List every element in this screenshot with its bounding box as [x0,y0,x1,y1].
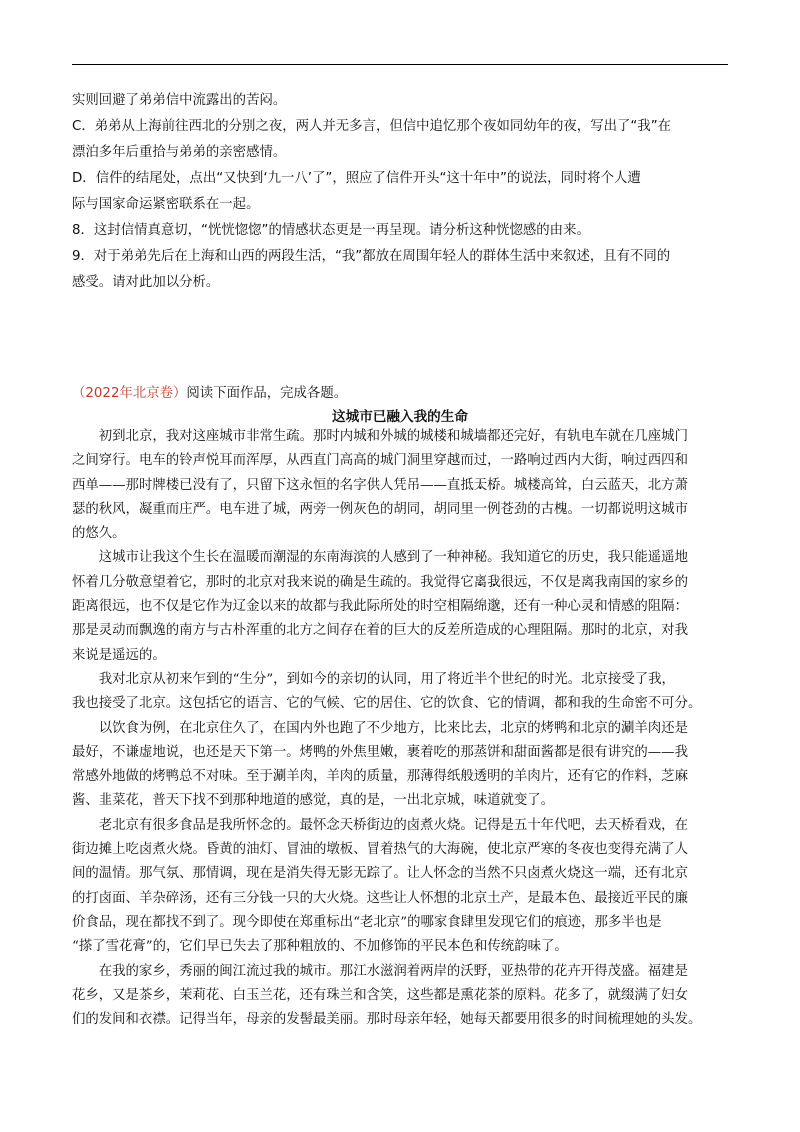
question-block [72,88,732,296]
essay-text: 的悠久。 [72,526,126,542]
question-line: 漂泊多年后重拾与弟弟的亲密感情。 [72,145,287,160]
question-line: 9．对于弟弟先后在上海和山西的两段生活，“我”都放在周围年轻人的群体生活中来叙述，且有不同的 [72,249,671,264]
essay-text: 最好，不谦虚地说，也还是天下第一。烤鸭的外焦里嫩，裹着吃的那蒸饼和甜面酱都是很有讲究的——我 [72,744,688,760]
essay-line [72,619,732,643]
essay-text: ，还有一种心灵和情感的阻隔： [500,599,688,615]
essay-line [72,838,732,862]
emphasis-char: 邈 [487,599,501,615]
essay-text: 怀着几分敬意望着它，那时的北京对我来说的确是生疏的。我觉得它离我很远，不仅是离我南国的家乡的 [72,574,688,590]
essay-line [72,935,732,959]
essay-title: 这城市已融入我的生命 [332,409,468,425]
essay-line [72,717,732,741]
essay-text: 苍劲的古槐。一切都说明这城市 [500,501,688,517]
essay-line [72,522,732,546]
essay-text: 花乡，又是茶乡，茉莉花、白玉兰花，还有珠兰和含笑，这些都是熏花茶的原料。花多了，就缀满了妇女 [72,987,688,1003]
essay-text: 在我的家乡，秀丽的闽江流过我的城市。那江水滋润着两岸的沃野，亚热带的花卉开得茂盛。福建是 [72,963,688,979]
essay-line [72,765,732,789]
essay-text: 初到北京，我对这座城市非常生疏。那时内城和外城的城楼和城墙都还完好，有轨电车就在几座城门 [72,429,688,444]
essay-text: 距离很远，也不仅是它作为辽金以来的故都与我此际所处的时空相隔 [72,599,474,615]
question-line: 实则回避了弟弟信中流露出的苦闷。 [72,93,287,108]
question-line: 际与国家命运紧密联系在一起。 [72,197,260,212]
essay-line [72,425,732,449]
question-line: 感受。请对此加以分析。 [72,275,220,290]
emphasis-char: 绵 [473,599,488,615]
essay-text: 价食品，现在都找不到了。现今即使在郑重标出“老北京”的哪家食肆里发现它们的痕迹，那多半也是 [72,914,662,930]
essay-line [72,498,732,522]
essay-text: 来说是遥远的。 [72,647,166,663]
essay-line [72,668,732,692]
essay-text: 的打卤面、羊杂碎汤，还有三分钱一只的大火烧。这些让人怀想的北京土产，是最本色、最接近平民的廉 [72,890,688,906]
essay-text: 老北京有很多食品是我所怀念的。最怀念天桥街边的卤煮火烧。记得是五十年代吧，去天桥看戏，在 [72,817,688,833]
essay-line [72,887,732,911]
header-rule [72,64,728,65]
essay-line [72,1008,732,1032]
essay-body [72,425,732,1032]
question-line: 8．这封信情真意切，“恍恍惚惚”的情感状态更是一再呈现。请分析这种恍惚感的由来。 [72,223,590,238]
essay-line [72,449,732,473]
essay-line [72,741,732,765]
source-line [72,382,347,401]
essay-text: 以饮食为例，在北京住久了，在国内外也跑了不少地方，比来比去，北京的烤鸭和北京的涮羊肉还是 [72,720,688,736]
essay-text: 常感外地做的烤鸭总不对味。至于涮羊肉，羊肉的质量，那薄得纸般透明的羊肉片，还有它的作料，芝麻 [72,769,688,785]
essay-text: 之间穿行。电车的铃声悦耳而浑厚，从西直门高高的城门洞里穿越而过，一路响过西内大街，响过西四和 [72,453,688,469]
essay-line [72,960,732,984]
question-line: D．信件的结尾处，点出“又快到‘九一八’了”，照应了信件开头“这十年中”的说法，同时将个人遭 [72,171,641,186]
essay-line [72,571,732,595]
essay-text: 们的发间和衣襟。记得当年，母亲的发髻最美丽。那时母亲年轻，她每天都要用很多的时间梳理她的头发。 [72,1012,702,1028]
essay-text: 我也接受了北京。这包括它的语言、它的气候、它的居住、它的饮食、它的情调，都和我的生命密不可分。 [72,696,702,712]
source-instruction: 阅读下面作品，完成各题。 [186,386,348,401]
essay-line [72,692,732,716]
essay-line [72,474,732,498]
essay-line [72,862,732,886]
essay-text: 街边摊上吃卤煮火烧。昏黄的油灯、冒油的墩板、冒着热气的大海碗，使北京严寒的冬夜也变得充满了人 [72,842,688,858]
essay-line [72,814,732,838]
emphasis-char: 一 [473,501,488,517]
question-line: C．弟弟从上海前往西北的分别之夜，两人并无多言，但信中追忆那个夜如同幼年的夜，写出了“我”在 [72,119,672,134]
essay-line [72,911,732,935]
essay-line [72,984,732,1008]
essay-text: 西单——那时牌楼已没有了，只留下这永恒的名字供人凭吊——直抵天桥。城楼高耸，白云蓝天，北方萧 [72,477,688,493]
source-tag: （2022年北京卷） [72,386,187,401]
essay-line [72,595,732,619]
essay-text: 这城市让我这个生长在温暖而潮湿的东南海滨的人感到了一种神秘。我知道它的历史，我只能遥遥地 [72,550,688,566]
essay-text: 我对北京从初来乍到的“生分”，到如今的亲切的认同，用了将近半个世纪的时光。北京接受了我， [72,671,675,687]
essay-line [72,644,732,668]
essay-line [72,789,732,813]
emphasis-char: 例 [487,501,501,517]
essay-text: 那是灵动而飘逸的南方与古朴浑重的北方之间存在着的巨大的反差所造成的心理阻隔。那时的北京，对我 [72,623,688,639]
essay-text: “搽了雪花膏”的，它们早已失去了那种粗放的、不加修饰的平民本色和传统韵味了。 [72,939,568,955]
essay-text: 瑟的秋风，凝重而庄严。电车进了城，两旁一例灰色的胡同，胡同里 [72,501,474,517]
essay-line [72,546,732,570]
essay-text: 酱、韭菜花，普天下找不到那种地道的感觉，真的是，一出北京城，味道就变了。 [72,793,555,809]
essay-text: 间的温情。那气氛、那情调，现在是消失得无影无踪了。让人怀念的当然不只卤煮火烧这一端，还有北京 [72,866,688,882]
